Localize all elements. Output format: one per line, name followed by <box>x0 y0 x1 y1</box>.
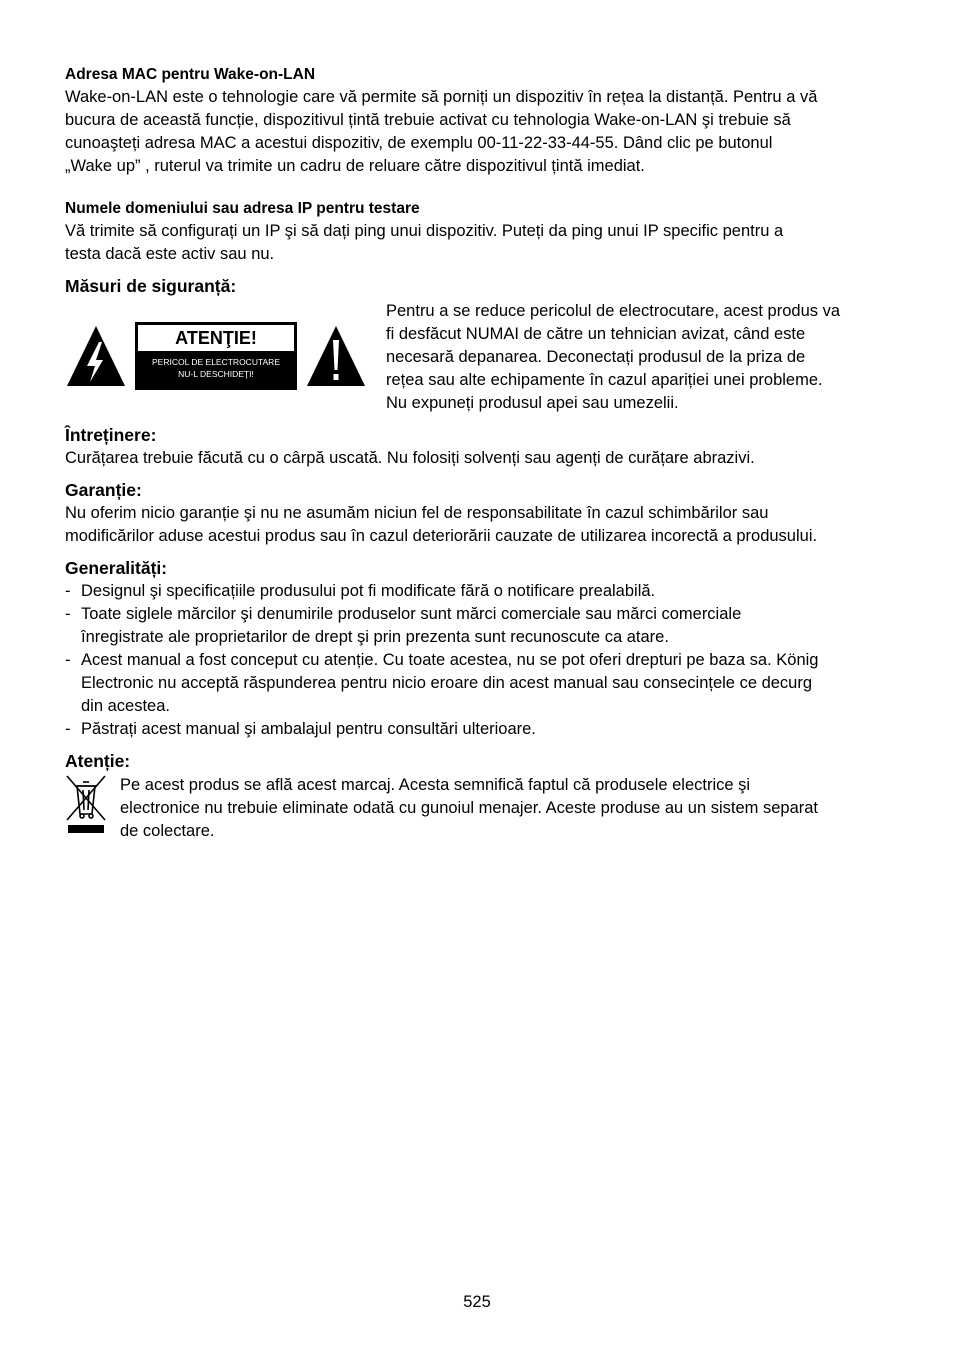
warranty-line: modificărilor aduse acestui produs sau în cazul deteriorării cauzate de utilizarea incorectă a produsului. <box>65 527 818 545</box>
caution-label-text <box>136 351 296 380</box>
list-dash: - <box>65 651 71 669</box>
spacer <box>65 470 891 478</box>
list-item-line: Acest manual a fost conceput cu atenție. Cu toate acestea, nu se pot oferi drepturi pe baza sa. König <box>81 651 819 669</box>
caution-label-line: PERICOL DE ELECTROCUTARE <box>152 357 280 367</box>
warranty-heading: Garanție: <box>65 480 142 500</box>
electric-shock-warning-icon <box>65 324 127 388</box>
safety-line: rețea sau alte echipamente în cazul apariției unei probleme. <box>386 371 823 389</box>
list-item <box>65 718 891 741</box>
spacer <box>65 266 891 274</box>
crossed-out-bin-icon <box>65 774 107 836</box>
safety-text <box>386 300 891 415</box>
weee-section <box>65 774 891 843</box>
wol-line: „Wake up” , ruterul va trimite un cadru de reluare către dispozitivul țintă imediat. <box>65 157 645 175</box>
list-dash: - <box>65 605 71 623</box>
attention-line: de colectare. <box>120 822 215 840</box>
wol-line: Wake-on-LAN este o tehnologie care vă permite să porniți un dispozitiv în rețea la distanță. Pentru a vă <box>65 88 818 106</box>
ping-line: Vă trimite să configurați un IP şi să dați ping unui dispozitiv. Puteți da ping unui IP specific pentru a <box>65 222 784 240</box>
safety-line: necesară depanarea. Deconectați produsul de la priza de <box>386 348 806 366</box>
spacer <box>65 548 891 556</box>
attention-heading: Atenție: <box>65 751 131 771</box>
safety-line: Pentru a se reduce pericolul de electrocutare, acest produs va <box>386 302 841 320</box>
maintenance-line: Curățarea trebuie făcută cu o cârpă uscată. Nu folosiți solvenți sau agenți de curățare abrazivi. <box>65 449 755 467</box>
weee-symbol <box>65 774 120 843</box>
safety-section <box>65 300 891 415</box>
weee-text <box>120 774 890 843</box>
safety-heading: Măsuri de siguranță: <box>65 276 237 296</box>
spacer <box>65 178 891 198</box>
wol-line: bucura de această funcție, dispozitivul țintă trebuie activat cu tehnologia Wake-on-LAN şi trebuie să <box>65 111 791 129</box>
exclamation-warning-icon <box>305 324 367 388</box>
spacer <box>65 415 891 423</box>
general-list <box>65 580 891 741</box>
list-item-line: din acestea. <box>81 697 170 715</box>
page-number: 525 <box>463 1293 491 1311</box>
list-item <box>65 603 891 649</box>
list-item-line: înregistrate ale proprietarilor de drept şi prin prezenta sunt recunoscute ca atare. <box>81 628 669 646</box>
document-page <box>65 64 891 843</box>
list-dash: - <box>65 720 71 738</box>
safety-symbols <box>65 300 385 412</box>
maintenance-heading: Întreținere: <box>65 425 157 445</box>
caution-label <box>135 322 297 390</box>
warranty-line: Nu oferim nicio garanție şi nu ne asumăm niciun fel de responsabilitate în cazul schimbărilor sau <box>65 504 769 522</box>
general-heading: Generalități: <box>65 558 168 578</box>
list-item-line: Toate siglele mărcilor şi denumirile produselor sunt mărci comerciale sau mărci comerciale <box>81 605 742 623</box>
list-item <box>65 580 891 603</box>
wol-title: Adresa MAC pentru Wake-on-LAN <box>65 66 316 83</box>
ping-line: testa dacă este activ sau nu. <box>65 245 275 263</box>
safety-line: Nu expuneți produsul apei sau umezelii. <box>386 394 679 412</box>
list-item <box>65 649 891 718</box>
wol-line: cunoaşteți adresa MAC a acestui dispozitiv, de exemplu 00-11-22-33-44-55. Dând clic pe butonul <box>65 134 773 152</box>
list-dash: - <box>65 582 71 600</box>
attention-line: Pe acest produs se află acest marcaj. Acesta semnifică faptul că produsele electrice şi <box>120 776 751 794</box>
caution-label-title: ATENŢIE! <box>138 325 294 351</box>
attention-line: electronice nu trebuie eliminate odată cu gunoiul menajer. Aceste produse au un sistem separat <box>120 799 819 817</box>
spacer <box>65 741 891 749</box>
ping-title: Numele domeniului sau adresa IP pentru testare <box>65 200 420 217</box>
safety-line: fi desfăcut NUMAI de către un tehnician avizat, când este <box>386 325 806 343</box>
list-item-line: Păstrați acest manual şi ambalajul pentru consultări ulterioare. <box>81 720 536 738</box>
caution-label-line: NU-L DESCHIDEŢI! <box>178 369 254 379</box>
list-item-line: Designul şi specificațiile produsului pot fi modificate fără o notificare prealabilă. <box>81 582 656 600</box>
list-item-line: Electronic nu acceptă răspunderea pentru nicio eroare din acest manual sau consecințele ce decurg <box>81 674 813 692</box>
